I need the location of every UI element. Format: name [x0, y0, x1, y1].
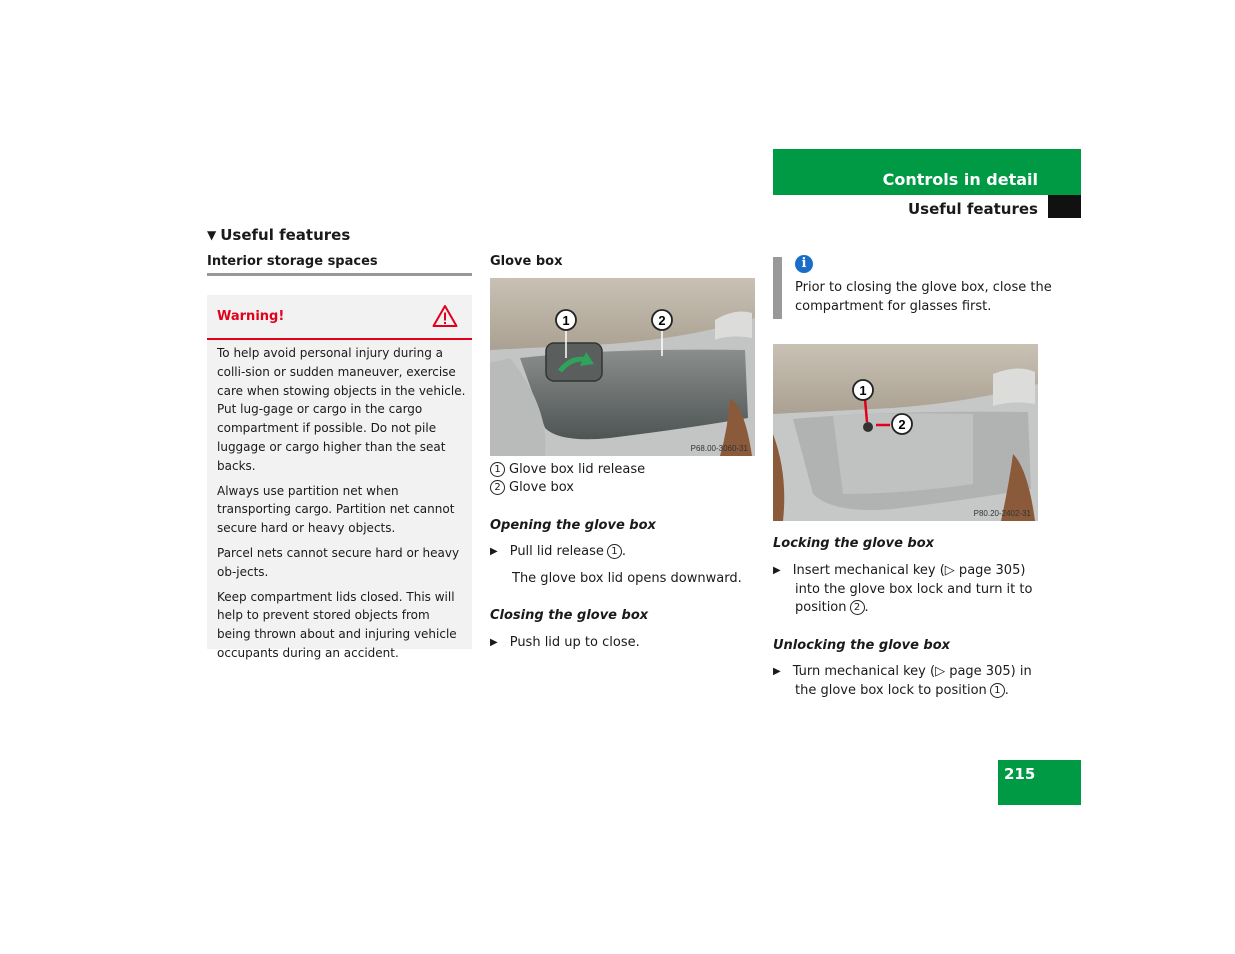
section-title: ▼ Useful features	[207, 226, 351, 244]
warning-paragraph: Parcel nets cannot secure hard or heavy ob-jects.	[217, 545, 460, 579]
glove-box-lock-illustration	[773, 344, 1038, 521]
info-bar	[773, 257, 782, 319]
glove-box-title: Glove box	[490, 254, 563, 269]
warning-text	[217, 344, 467, 669]
page-number: 215	[1004, 765, 1036, 783]
triangle-down-icon: ▼	[207, 228, 217, 242]
locking-step: ▶ Insert mechanical key (▷ page 305)	[773, 563, 1026, 578]
callout-2: 2	[898, 417, 906, 432]
locking-step-line: position 2 .	[795, 600, 869, 615]
locking-step-line: into the glove box lock and turn it to	[795, 582, 1033, 597]
opening-heading: Opening the glove box	[490, 518, 656, 533]
warning-paragraph: Always use partition net when transporting cargo. Partition net cannot secure hard or heavy objects.	[217, 483, 455, 536]
bullet-icon: ▶	[490, 546, 498, 557]
callout-2: 2	[658, 313, 666, 328]
info-icon: i	[795, 255, 813, 273]
unlocking-heading: Unlocking the glove box	[773, 638, 951, 653]
warning-divider	[207, 338, 472, 340]
warning-paragraph: To help avoid personal injury during a colli-sion or sudden maneuver, exercise care when stowing objects in the vehicle. Put lug-gage or cargo in the cargo compartment if possible. Do not pile luggage or cargo higher than the seat backs.	[217, 346, 466, 473]
closing-heading: Closing the glove box	[490, 608, 649, 623]
legend-item: 2 Glove box	[490, 480, 574, 495]
unlocking-step: ▶ Turn mechanical key (▷ page 305) in	[773, 664, 1032, 679]
warning-title: Warning!	[217, 309, 285, 324]
callout-1: 1	[562, 313, 570, 328]
callout-1: 1	[859, 383, 867, 398]
bullet-icon: ▶	[490, 637, 498, 648]
legend-item: 1 Glove box lid release	[490, 462, 645, 477]
image-code: P68.00-3060-31	[690, 444, 748, 453]
info-text: Prior to closing the glove box, close the compartment for glasses first.	[795, 280, 1052, 314]
opening-step: ▶ Pull lid release 1 .	[490, 544, 627, 559]
header-marker	[1048, 195, 1081, 218]
opening-result: The glove box lid opens downward.	[512, 571, 742, 586]
subsection-title: Interior storage spaces	[207, 254, 378, 269]
section-header: Useful features	[907, 200, 1038, 218]
warning-triangle-icon	[432, 304, 458, 328]
bullet-icon: ▶	[773, 565, 781, 576]
warning-paragraph: Keep compartment lids closed. This will help to prevent stored objects from being thrown about and injuring vehicle occupants during an accident.	[217, 589, 457, 660]
bullet-icon: ▶	[773, 666, 781, 677]
closing-step: ▶ Push lid up to close.	[490, 635, 640, 650]
glove-box-illustration	[490, 278, 755, 456]
chapter-title: Controls in detail	[882, 170, 1038, 189]
locking-heading: Locking the glove box	[773, 536, 935, 551]
unlocking-step-line: the glove box lock to position 1 .	[795, 683, 1009, 698]
image-code: P80.20-2402-31	[973, 509, 1031, 518]
divider	[207, 273, 472, 276]
